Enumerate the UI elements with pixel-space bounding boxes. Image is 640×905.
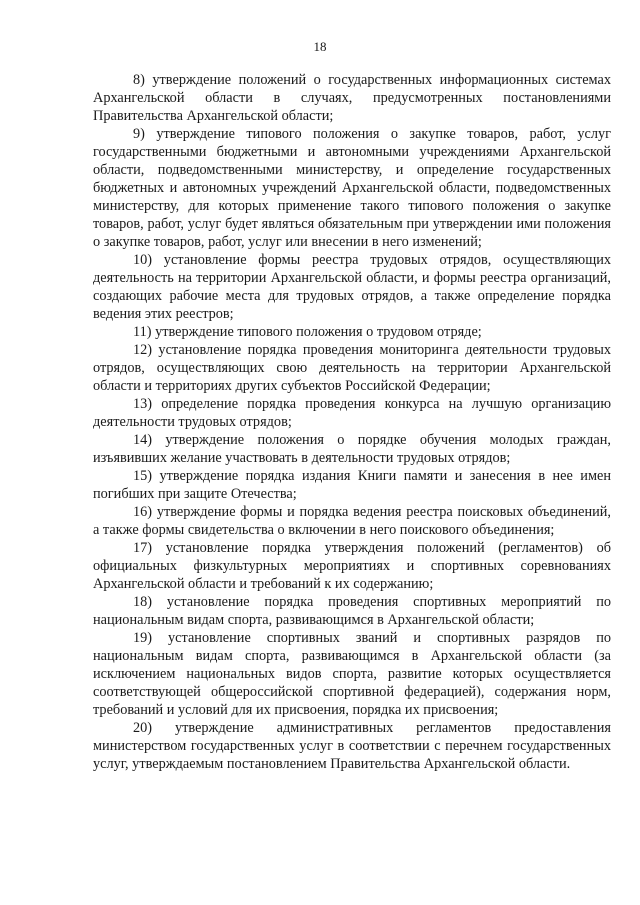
list-item-10: 10) установление формы реестра трудовых отрядов, осуществляющих деятельность на территории Архангельской области, и формы реестра организаций, создающих рабочие места для трудовых отрядов, а также определение порядка ведения этих реестров; [93,252,611,322]
list-item-20: 20) утверждение административных регламентов предоставления министерством государственных услуг в соответствии с перечнем государственных услуг, утверждаемым постановлением Правительства Архангельской области. [93,720,611,772]
list-item-19: 19) установление спортивных званий и спортивных разрядов по национальным видам спорта, развивающимся в Архангельской области (за исключением национальных видов спорта, развитие которых осуществляется соответствующей общероссийской спортивной федерацией), содержания норм, требований и условий для их присвоения, порядка их присвоения; [93,630,611,718]
list-item-11: 11) утверждение типового положения о трудовом отряде; [133,324,482,340]
list-item-17: 17) установление порядка утверждения положений (регламентов) об официальных физкультурных мероприятиях и спортивных соревнованиях Архангельской области и требований к их содержанию; [93,540,611,592]
list-item-8: 8) утверждение положений о государственных информационных системах Архангельской области в случаях, предусмотренных постановлениями Правительства Архангельской области; [93,72,611,124]
list-item-9: 9) утверждение типового положения о закупке товаров, работ, услуг государственными бюджетными и автономными учреждениями Архангельской области, подведомственными министерству, и определение государственных бюджетных и автономных учреждений Архангельской области, подведомственных министерству, для которых применение такого типового положения о закупке товаров, работ, услуг будет являться обязательным при утверждении ими положения о закупке товаров, работ, услуг или внесении в него изменений; [93,126,611,250]
list-item-18: 18) установление порядка проведения спортивных мероприятий по национальным видам спорта, развивающимся в Архангельской области; [93,594,611,628]
document-body [93,71,611,773]
list-item-12: 12) установление порядка проведения мониторинга деятельности трудовых отрядов, осуществляющих свою деятельность на территории Архангельской области и территориях других субъектов Российской Федерации; [93,342,611,394]
list-item-16: 16) утверждение формы и порядка ведения реестра поисковых объединений, а также формы свидетельства о включении в него поискового объединения; [93,504,611,538]
page-number: 18 [313,39,327,54]
list-item-13: 13) определение порядка проведения конкурса на лучшую организацию деятельности трудовых отрядов; [93,396,611,430]
list-item-15: 15) утверждение порядка издания Книги памяти и занесения в нее имен погибших при защите Отечества; [93,468,611,502]
list-item-14: 14) утверждение положения о порядке обучения молодых граждан, изъявивших желание участвовать в деятельности трудовых отрядов; [93,432,611,466]
